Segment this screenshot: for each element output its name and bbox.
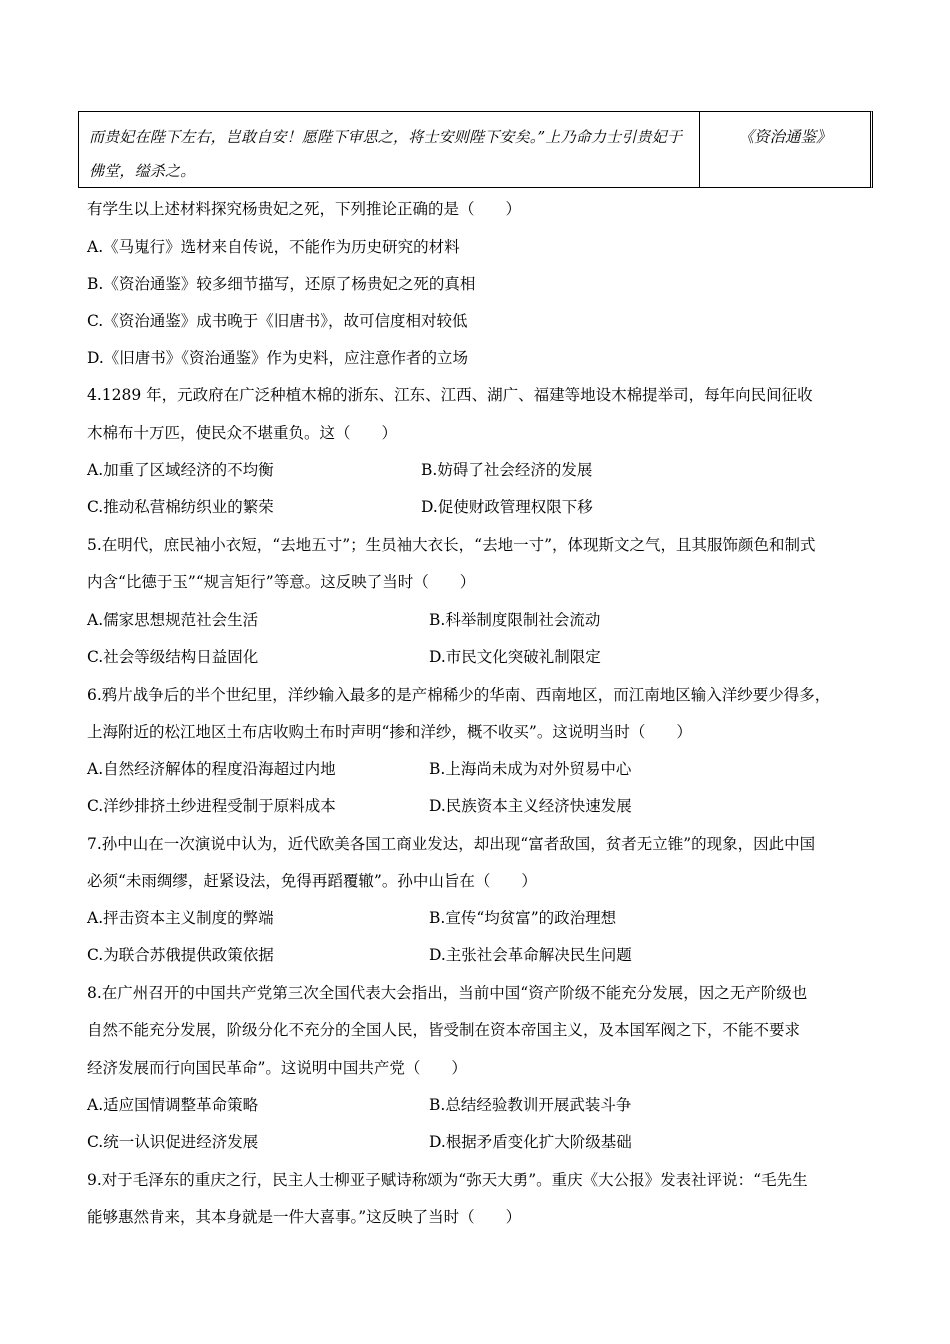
q3-option-a: A.《马嵬行》选材来自传说，不能作为历史研究的材料 bbox=[87, 238, 460, 256]
q6-stem-line1: 6.鸦片战争后的半个世纪里，洋纱输入最多的是产棉稀少的华南、西南地区，而江南地区输入洋纱要少得多， bbox=[87, 686, 831, 704]
q6-option-b: B.上海尚未成为对外贸易中心 bbox=[429, 760, 632, 778]
q7-option-d: D.主张社会革命解决民生问题 bbox=[429, 946, 632, 964]
q3-stem: 有学生以上述材料探究杨贵妃之死，下列推论正确的是（ ） bbox=[87, 200, 522, 218]
q8-stem-line3: 经济发展而行向国民革命”。这说明中国共产党（ ） bbox=[87, 1059, 467, 1077]
q8-stem-line1: 8.在广州召开的中国共产党第三次全国代表大会指出，当前中国“资产阶级不能充分发展，因之无产阶级也 bbox=[87, 984, 808, 1002]
q4-option-c: C.推动私营棉纺织业的繁荣 bbox=[87, 498, 274, 516]
q8-option-c: C.统一认识促进经济发展 bbox=[87, 1133, 259, 1151]
q5-option-d: D.市民文化突破礼制限定 bbox=[429, 648, 601, 666]
q5-stem-line1: 5.在明代，庶民袖小衣短，“去地五寸”；生员袖大衣长，“去地一寸”，体现斯文之气，且其服饰颜色和制式 bbox=[87, 536, 816, 554]
q4-stem-line1: 4.1289 年，元政府在广泛种植木棉的浙东、江东、江西、湖广、福建等地设木棉提举司，每年向民间征收 bbox=[87, 386, 813, 404]
q7-option-c: C.为联合苏俄提供政策依据 bbox=[87, 946, 274, 964]
q8-option-b: B.总结经验教训开展武装斗争 bbox=[429, 1096, 632, 1114]
source-table bbox=[78, 111, 873, 188]
q5-stem-line2: 内含“比德于玉”“规言矩行”等意。这反映了当时（ ） bbox=[87, 573, 476, 591]
q8-option-d: D.根据矛盾变化扩大阶级基础 bbox=[429, 1133, 632, 1151]
source-title: 《资治通鉴》 bbox=[738, 128, 832, 146]
q6-option-a: A.自然经济解体的程度沿海超过内地 bbox=[87, 760, 336, 778]
q7-option-b: B.宣传“均贫富”的政治理想 bbox=[429, 909, 617, 927]
q3-option-c: C.《资治通鉴》成书晚于《旧唐书》，故可信度相对较低 bbox=[87, 312, 468, 330]
q3-option-d: D.《旧唐书》《资治通鉴》作为史料，应注意作者的立场 bbox=[87, 349, 469, 367]
q7-stem-line1: 7.孙中山在一次演说中认为，近代欧美各国工商业发达，却出现“富者敌国，贫者无立锥”的现象，因此中国 bbox=[87, 835, 816, 853]
q6-stem-line2: 上海附近的松江地区土布店收购土布时声明“掺和洋纱，概不收买”。这说明当时（ ） bbox=[87, 723, 692, 741]
q8-stem-line2: 自然不能充分发展，阶级分化不充分的全国人民，皆受制在资本帝国主义，及本国军阀之下，不能不要求 bbox=[87, 1021, 801, 1039]
q5-option-b: B.科举制度限制社会流动 bbox=[429, 611, 601, 629]
q8-option-a: A.适应国情调整革命策略 bbox=[87, 1096, 259, 1114]
q9-stem-line1: 9.对于毛泽东的重庆之行，民主人士柳亚子赋诗称颂为“弥天大勇”。重庆《大公报》发表社评说：“毛先生 bbox=[87, 1171, 808, 1189]
q5-option-a: A.儒家思想规范社会生活 bbox=[87, 611, 259, 629]
q6-option-c: C.洋纱排挤土纱进程受制于原料成本 bbox=[87, 797, 336, 815]
q3-option-b: B.《资治通鉴》较多细节描写，还原了杨贵妃之死的真相 bbox=[87, 275, 476, 293]
q9-stem-line2: 能够惠然肯来，其本身就是一件大喜事。”这反映了当时（ ） bbox=[87, 1208, 522, 1226]
source-excerpt: 而贵妃在陛下左右，岂敢自安！愿陛下审思之，将士安则陛下安矣。”上乃命力士引贵妃于佛堂，缢杀之。 bbox=[79, 112, 700, 187]
q6-option-d: D.民族资本主义经济快速发展 bbox=[429, 797, 632, 815]
q7-option-a: A.抨击资本主义制度的弊端 bbox=[87, 909, 274, 927]
q4-option-a: A.加重了区域经济的不均衡 bbox=[87, 461, 274, 479]
q7-stem-line2: 必须“未雨绸缪，赶紧设法，免得再蹈覆辙”。孙中山旨在（ ） bbox=[87, 872, 537, 890]
q4-stem-line2: 木棉布十万匹，使民众不堪重负。这（ ） bbox=[87, 424, 398, 442]
q4-option-d: D.促使财政管理权限下移 bbox=[421, 498, 593, 516]
q4-option-b: B.妨碍了社会经济的发展 bbox=[421, 461, 593, 479]
q5-option-c: C.社会等级结构日益固化 bbox=[87, 648, 259, 666]
